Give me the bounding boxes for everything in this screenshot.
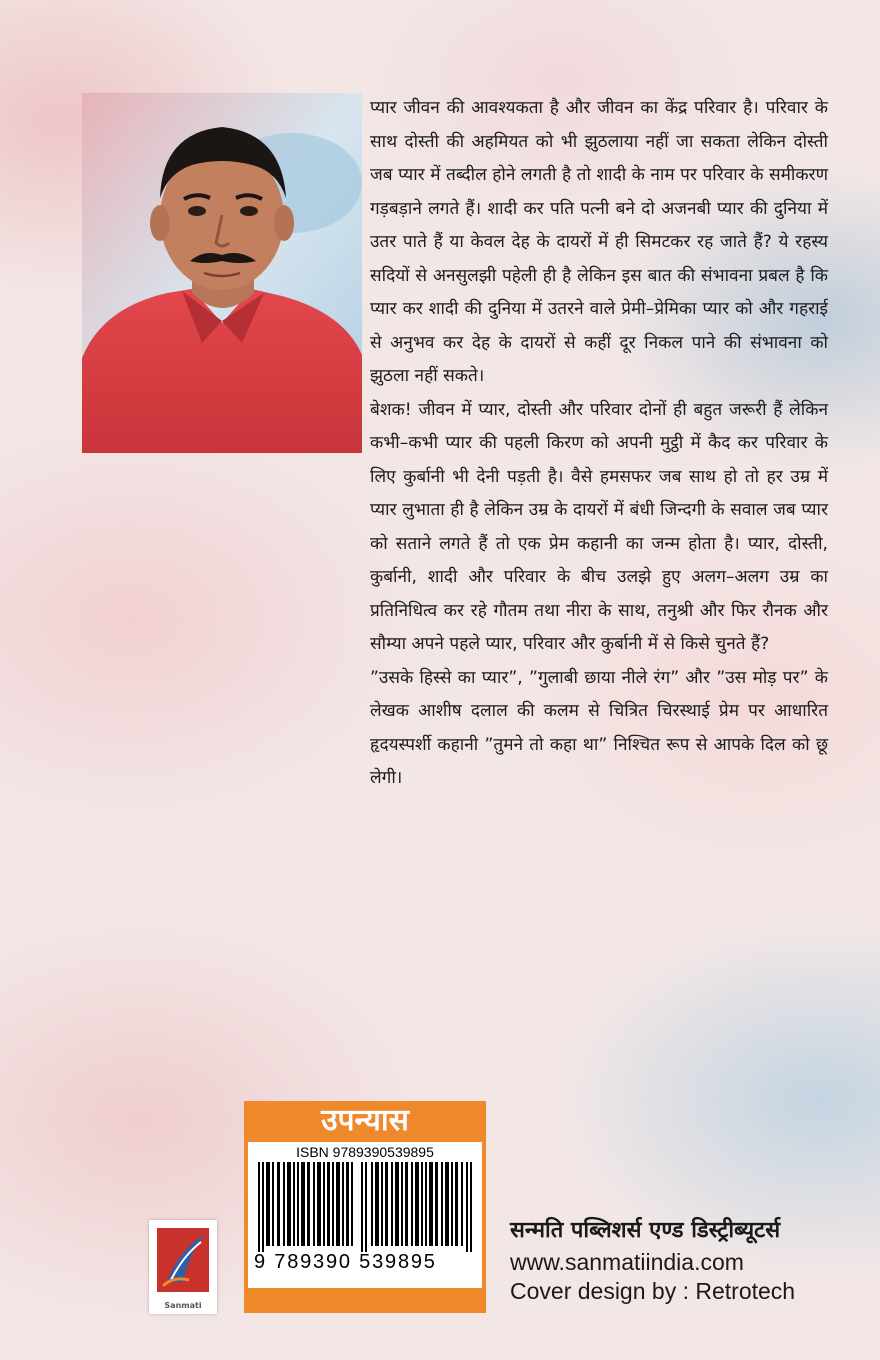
blurb-paragraph-1: प्यार जीवन की आवश्यकता है और जीवन का केंद्र परिवार है। परिवार के साथ दोस्ती की अहमियत को भी झुठलाया नहीं जा सकता लेकिन दोस्ती जब प्यार में तब्दील होने लगती है तो शादी के नाम पर परिवार के समीकरण गड़बड़ाने लगते हैं। शादी कर पति पत्नी बने दो अजनबी प्यार की दुनिया में उतर पाते हैं या केवल देह के दायरों में ही सिमटकर रह जाते हैं? ये रहस्य सदियों से अनसुलझी पहेली ही है लेकिन इस बात की संभावना प्रबल है कि प्यार कर शादी की दुनिया में उतरने वाले प्रेमी–प्रेमिका प्यार को और गहराई से अनुभव कर देह के दायरों से कहीं दूर निकल पाने की संभावना को झुठला नहीं सकते। xyxy=(370,98,828,386)
barcode-panel xyxy=(248,1142,482,1288)
author-photo xyxy=(82,93,362,453)
isbn-label: ISBN 9789390539895 xyxy=(296,1144,434,1160)
barcode-icon xyxy=(258,1162,472,1252)
author-portrait-illustration xyxy=(82,93,362,453)
blurb-paragraph-3: ”उसके हिस्से का प्यार”, ”गुलाबी छाया नीले रंग” और ”उस मोड़ पर” के लेखक आशीष दलाल की कलम से चित्रित चिरस्थाई प्रेम पर आधारित हृदयस्पर्शी कहानी ”तुमने तो कहा था” निश्चित रूप से आपके दिल को छू लेगी। xyxy=(370,667,828,788)
genre-label: उपन्यास xyxy=(321,1103,409,1138)
blurb-paragraph-2: बेशक! जीवन में प्यार, दोस्ती और परिवार दोनों ही बहुत जरूरी हैं लेकिन कभी–कभी प्यार की पहली किरण को अपनी मुट्ठी में कैद कर परिवार के लिए कुर्बानी भी देनी पड़ती है। वैसे हमसफर जब साथ हो तो हर उम्र में प्यार लुभाता ही है लेकिन उम्र के दायरों में बंधी जिन्दगी के सवाल जब प्यार को सताने लगते हैं तो एक प्रेम कहानी का जन्म होता है। प्यार, दोस्ती, कुर्बानी, शादी और परिवार के बीच उलझे हुए अलग–अलग उम्र का प्रतिनिधित्व कर रहे गौतम तथा नीरा के साथ, तनुश्री और फिर रौनक और सौम्या अपने पहले प्यार, परिवार और कुर्बानी में से किसे चुनते हैं? xyxy=(370,399,828,654)
cover-design-credit: Cover design by : Retrotech xyxy=(510,1278,796,1304)
logo-text: Sanmati xyxy=(164,1301,202,1310)
back-cover-blurb xyxy=(370,92,828,796)
barcode-digits: 9 789390 539895 xyxy=(254,1251,437,1273)
genre-barcode-box xyxy=(244,1101,486,1313)
sanmati-logo-icon xyxy=(149,1220,217,1298)
publisher-name: सन्मति पब्लिशर्स एण्ड डिस्ट्रीब्यूटर्स xyxy=(510,1218,781,1243)
publisher-logo xyxy=(149,1220,217,1314)
publisher-website: www.sanmatiindia.com xyxy=(510,1249,744,1275)
